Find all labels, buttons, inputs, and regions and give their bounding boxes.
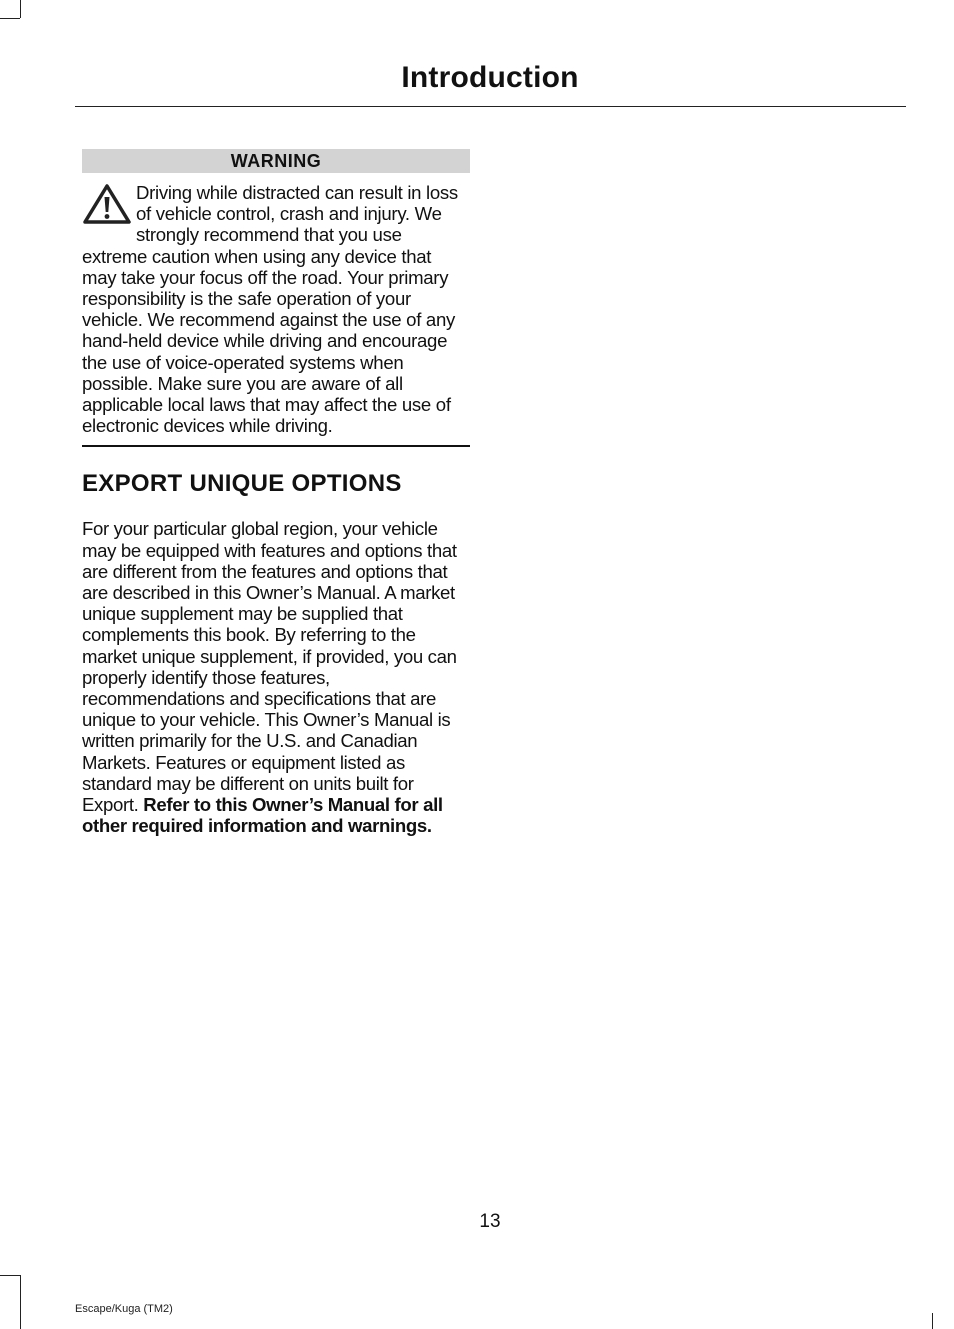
crop-mark-bottom-left-horizontal: [0, 1275, 20, 1276]
footer-model-label: Escape/Kuga (TM2): [75, 1303, 173, 1315]
crop-mark-top-left-horizontal: [0, 18, 20, 19]
warning-block: [82, 182, 470, 436]
section-heading: EXPORT UNIQUE OPTIONS: [82, 470, 402, 498]
section-body-bold-text: Refer to this Owner’s Manual for all other required information and warnings.: [82, 794, 443, 837]
crop-mark-top-left-vertical: [20, 0, 21, 18]
warning-triangle-icon: [82, 183, 132, 225]
page-title: Introduction: [401, 61, 579, 94]
crop-mark-bottom-right-vertical: [932, 1313, 933, 1329]
section-body-text: For your particular global region, your vehicle may be equipped with features and options that are different from the features and options that are described in this Owner’s Manual. A market unique supplement may be supplied that complements this book. By referring to the market unique supplement, if provided, you can properly identify those features, recommendations and specifications that are unique to your vehicle. This Owner’s Manual is written primarily for the U.S. and Canadian Markets. Features or equipment listed as standard may be different on units built for Export.: [82, 518, 457, 816]
page-number: 13: [479, 1211, 501, 1232]
warning-text: Driving while distracted can result in loss of vehicle control, crash and injury. We strongly recommend that you use extreme caution when using any device that may take your focus off the road. Your primary responsibility is the safe operation of your vehicle. We recommend against the use of any hand-held device while driving and encourage the use of voice-operated systems when possible. Make sure you are aware of all applicable local laws that may affect the use of electronic devices while driving.: [82, 182, 458, 437]
crop-mark-bottom-left-vertical: [20, 1275, 21, 1329]
section-paragraph: [82, 518, 470, 836]
left-column: [82, 149, 470, 836]
warning-header: WARNING: [82, 149, 470, 173]
warning-divider: [82, 445, 470, 447]
header-divider: [75, 106, 906, 107]
